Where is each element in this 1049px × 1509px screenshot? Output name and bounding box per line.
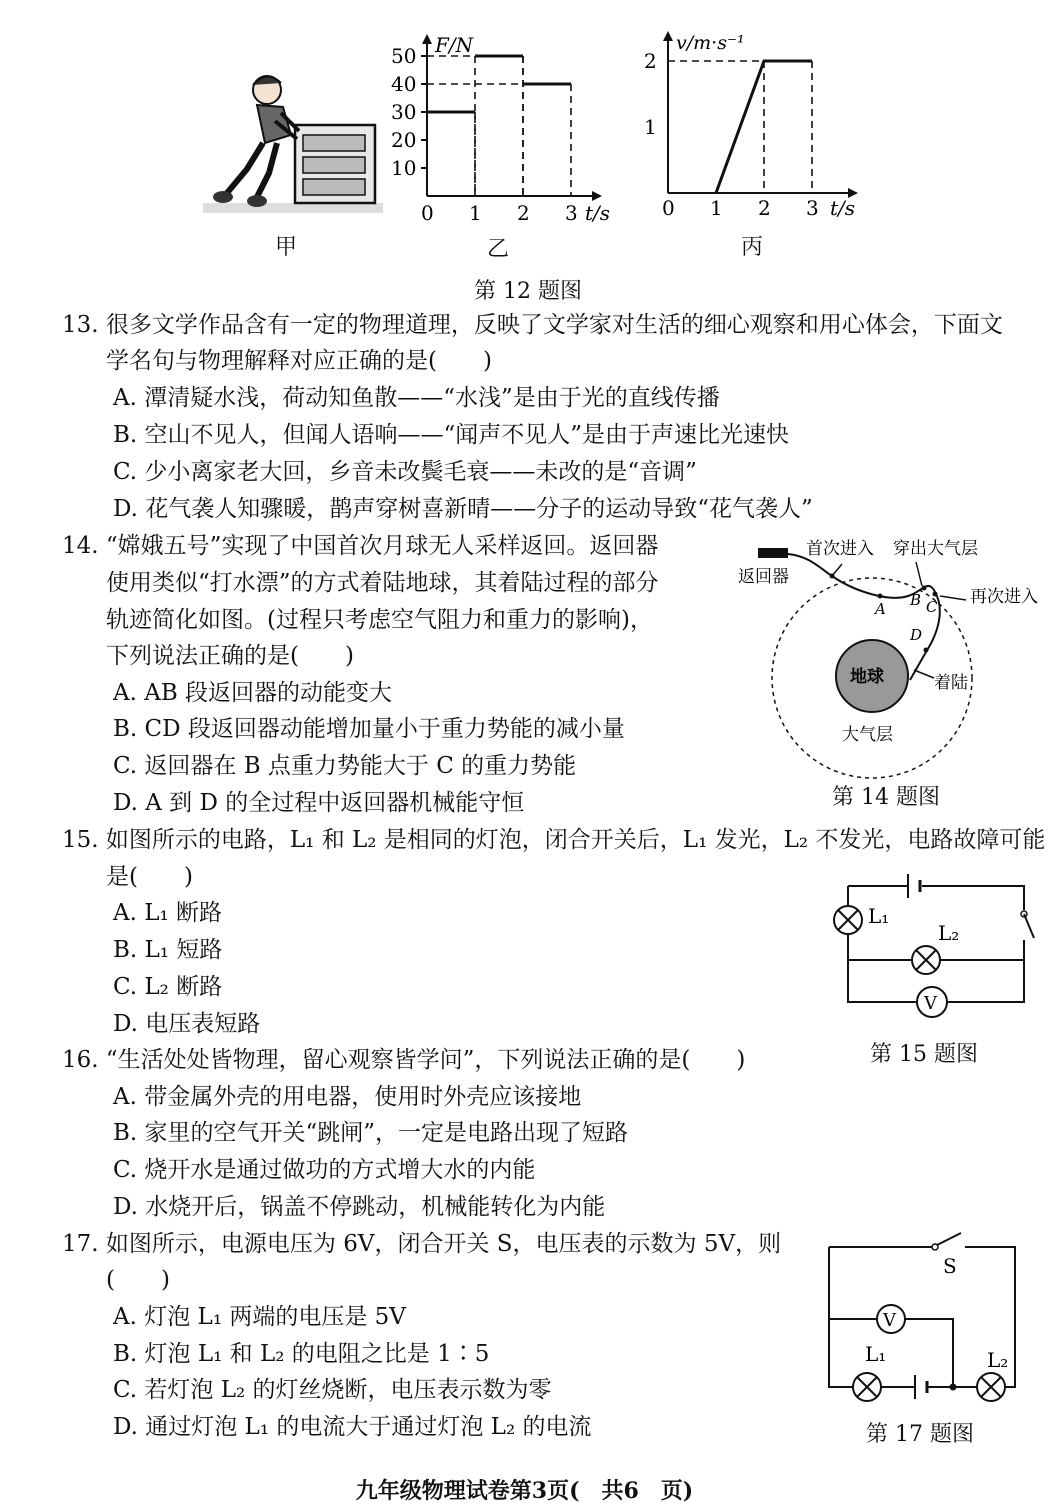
point-b-label: B (910, 591, 922, 609)
landing-label: 着陆 (934, 673, 968, 693)
q17-option-c: C. 若灯泡 L₂ 的灯丝烧断，电压表示数为零 (113, 1377, 552, 1403)
x-axis-label: t/s (585, 201, 611, 225)
q15-option-c: C. L₂ 断路 (113, 974, 223, 1000)
lamp-l1-label: L₁ (868, 904, 890, 928)
q14-stem-4: 下列说法正确的是( ) (106, 643, 354, 669)
q16-option-a: A. 带金属外壳的用电器，使用时外壳应该接地 (113, 1084, 582, 1110)
fig15-caption: 第 15 题图 (870, 1042, 978, 1067)
q16-option-d: D. 水烧开后，锅盖不停跳动，机械能转化为内能 (113, 1194, 606, 1220)
q16-option-c: C. 烧开水是通过做功的方式增大水的内能 (113, 1157, 536, 1183)
circuit-diagram-q17 (815, 1225, 1035, 1405)
q13-stem: 13. 很多文学作品含有一定的物理道理，反映了文学家对生活的细心观察和用心体会，下面文 (62, 312, 1003, 338)
person-pushing-cabinet-illustration (195, 65, 385, 215)
q17-option-a: A. 灯泡 L₁ 两端的电压是 5V (113, 1304, 406, 1330)
switch-s-label: S (943, 1254, 957, 1278)
q13-option-a: A. 潭清疑水浅，荷动知鱼散——“水浅”是由于光的直线传播 (113, 385, 720, 411)
y-tick-label: 10 (391, 156, 417, 180)
q17-stem-cont: ( ) (106, 1267, 170, 1293)
x-tick-label: 2 (758, 196, 771, 220)
q14-option-a: A. AB 段返回器的动能变大 (113, 680, 393, 706)
y-axis-label: v/m·s⁻¹ (676, 32, 745, 54)
x-tick-label: 3 (565, 201, 578, 225)
q14-stem-2: 使用类似“打水漂”的方式着陆地球，其着陆过程的部分 (106, 570, 659, 596)
velocity-time-graph (630, 25, 870, 230)
earth-label: 地球 (850, 667, 884, 687)
fig12-caption: 第 12 题图 (474, 279, 582, 304)
returner-label: 返回器 (738, 567, 789, 587)
q17-option-b: B. 灯泡 L₁ 和 L₂ 的电阻之比是 1∶5 (113, 1341, 490, 1367)
y-tick-label: 1 (644, 115, 657, 139)
y-tick-label: 50 (391, 44, 417, 68)
y-tick-label: 40 (391, 72, 417, 96)
switch-lever (1024, 914, 1034, 938)
q17-stem: 17. 如图所示，电源电压为 6V，闭合开关 S，电压表的示数为 5V，则 (62, 1231, 782, 1257)
q17-option-d: D. 通过灯泡 L₁ 的电流大于通过灯泡 L₂ 的电流 (113, 1414, 592, 1440)
x-axis-label: t/s (830, 196, 856, 220)
voltmeter-label: V (883, 1310, 896, 1331)
q16-stem: 16. “生活处处皆物理，留心观察皆学问”，下列说法正确的是( ) (62, 1047, 746, 1073)
first-entry-label: 首次进入 (806, 539, 874, 559)
q15-stem: 15. 如图所示的电路，L₁ 和 L₂ 是相同的灯泡，闭合开关后，L₁ 发光，L₂ 不发光，电路故障可能 (62, 827, 1046, 853)
exit-atmosphere-label: 穿出大气层 (893, 539, 978, 559)
point-a-label: A (875, 600, 886, 618)
lamp-l2-label: L₂ (987, 1348, 1009, 1372)
q14-option-d: D. A 到 D 的全过程中返回器机械能守恒 (113, 790, 525, 816)
point-c-label: C (926, 598, 938, 616)
x-axis-arrow (592, 191, 602, 201)
q13-option-d: D. 花气袭人知骤暖，鹊声穿树喜新晴——分子的运动导致“花气袭人” (113, 496, 813, 522)
landing-trajectory-diagram (730, 530, 1045, 780)
q15-stem-cont: 是( ) (106, 864, 193, 890)
q15-option-b: B. L₁ 短路 (113, 937, 223, 963)
returner-marker (758, 548, 788, 558)
x-tick-label: 0 (662, 196, 675, 220)
fig14-caption: 第 14 题图 (832, 785, 940, 810)
circuit-diagram-q15 (820, 870, 1035, 1030)
q14-option-c: C. 返回器在 B 点重力势能大于 C 的重力势能 (113, 753, 577, 779)
switch-s-lever (937, 1233, 961, 1245)
q13-option-c: C. 少小离家老大回，乡音未改鬓毛衰——未改的是“音调” (113, 459, 697, 485)
x-tick-label: 3 (806, 196, 819, 220)
lamp-l2-label: L₂ (938, 921, 960, 945)
q14-stem-3: 轨迹简化如图。(过程只考虑空气阻力和重力的影响)， (106, 607, 653, 633)
x-tick-label: 0 (421, 201, 434, 225)
y-tick-label: 30 (391, 100, 417, 124)
q15-option-a: A. L₁ 断路 (113, 900, 223, 926)
fig17-caption: 第 17 题图 (866, 1422, 974, 1447)
q13-option-b: B. 空山不见人，但闻人语响——“闻声不见人”是由于声速比光速快 (113, 422, 790, 448)
q16-option-b: B. 家里的空气开关“跳闸”，一定是电路出现了短路 (113, 1120, 629, 1146)
x-tick-label: 1 (710, 196, 723, 220)
y-axis-arrow (422, 34, 432, 44)
lamp-l1-label: L₁ (865, 1342, 887, 1366)
q14-stem: 14. “嫦娥五号”实现了中国首次月球无人采样返回。返回器 (62, 533, 659, 559)
fig12-bing-label: 丙 (741, 235, 764, 260)
force-time-graph (385, 30, 615, 230)
y-axis-label: F/N (435, 33, 474, 57)
y-tick-label: 20 (391, 128, 417, 152)
fig12-yi-label: 乙 (487, 237, 510, 262)
q15-option-d: D. 电压表短路 (113, 1011, 261, 1037)
q13-stem-cont: 学名句与物理解释对应正确的是( ) (106, 348, 492, 374)
x-tick-label: 2 (517, 201, 530, 225)
page-footer: 九年级物理试卷第3页( 共6 页) (355, 1478, 694, 1504)
y-tick-label: 2 (644, 49, 657, 73)
point-d-label: D (910, 626, 923, 644)
reentry-label: 再次进入 (970, 587, 1038, 607)
voltmeter-label: V (924, 993, 937, 1014)
q14-option-b: B. CD 段返回器动能增加量小于重力势能的减小量 (113, 716, 625, 742)
x-tick-label: 1 (469, 201, 482, 225)
y-axis-arrow (663, 31, 673, 41)
fig12-jia-label: 甲 (275, 235, 298, 260)
atmosphere-label: 大气层 (842, 725, 893, 745)
